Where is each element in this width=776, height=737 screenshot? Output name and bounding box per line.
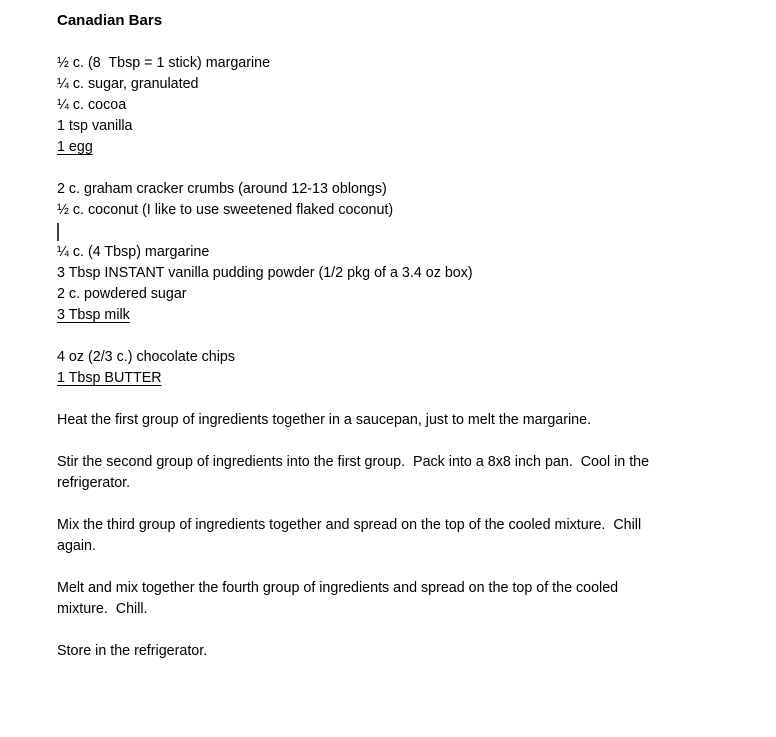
text-line[interactable]: [57, 179, 736, 200]
line-text: ½ c. (8 Tbsp = 1 stick) margarine: [57, 55, 271, 71]
line-text: 2 c. graham cracker crumbs (around 12-13 oblongs): [57, 181, 387, 197]
document-title[interactable]: [57, 10, 736, 32]
text-line[interactable]: [57, 137, 736, 158]
text-line[interactable]: [57, 116, 736, 137]
line-text: Heat the first group of ingredients together in a saucepan, just to melt the margarine.: [57, 412, 592, 428]
blank-line[interactable]: [57, 221, 736, 242]
blank-line[interactable]: [57, 326, 736, 347]
underlined-line-text: 1 Tbsp BUTTER: [57, 370, 162, 386]
line-text: ¼ c. cocoa: [57, 97, 127, 113]
text-line[interactable]: [57, 515, 736, 536]
text-line[interactable]: [57, 536, 736, 557]
text-line[interactable]: [57, 473, 736, 494]
line-text: ¼ c. (4 Tbsp) margarine: [57, 244, 210, 260]
text-line[interactable]: [57, 305, 736, 326]
text-line[interactable]: [57, 410, 736, 431]
line-text: 2 c. powdered sugar: [57, 286, 187, 302]
text-line[interactable]: [57, 53, 736, 74]
text-line[interactable]: [57, 242, 736, 263]
text-line[interactable]: [57, 368, 736, 389]
line-text: 4 oz (2/3 c.) chocolate chips: [57, 349, 236, 365]
line-text: again.: [57, 538, 96, 554]
line-text: Canadian Bars: [57, 12, 163, 29]
text-line[interactable]: [57, 452, 736, 473]
blank-line[interactable]: [57, 389, 736, 410]
line-text: Mix the third group of ingredients together and spread on the top of the cooled mixture. Chill: [57, 517, 642, 533]
text-line[interactable]: [57, 284, 736, 305]
blank-line[interactable]: [57, 557, 736, 578]
line-text: 3 Tbsp INSTANT vanilla pudding powder (1/2 pkg of a 3.4 oz box): [57, 265, 473, 281]
blank-line[interactable]: [57, 32, 736, 53]
text-line[interactable]: [57, 74, 736, 95]
line-text: 1 tsp vanilla: [57, 118, 133, 134]
text-line[interactable]: [57, 578, 736, 599]
underlined-line-text: 3 Tbsp milk: [57, 307, 130, 323]
blank-line[interactable]: [57, 431, 736, 452]
line-text: Stir the second group of ingredients into the first group. Pack into a 8x8 inch pan. Cool in the: [57, 454, 650, 470]
blank-line[interactable]: [57, 494, 736, 515]
text-line[interactable]: [57, 641, 736, 662]
text-line[interactable]: [57, 263, 736, 284]
line-text: refrigerator.: [57, 475, 131, 491]
blank-line[interactable]: [57, 620, 736, 641]
line-text: Store in the refrigerator.: [57, 643, 208, 659]
text-cursor: [57, 223, 59, 241]
line-text: Melt and mix together the fourth group of ingredients and spread on the top of the cooled: [57, 580, 619, 596]
line-text: mixture. Chill.: [57, 601, 148, 617]
blank-line[interactable]: [57, 158, 736, 179]
line-text: ½ c. coconut (I like to use sweetened flaked coconut): [57, 202, 394, 218]
text-line[interactable]: [57, 200, 736, 221]
text-line[interactable]: [57, 347, 736, 368]
underlined-line-text: 1 egg: [57, 139, 93, 155]
text-line[interactable]: [57, 599, 736, 620]
line-text: ¼ c. sugar, granulated: [57, 76, 199, 92]
text-line[interactable]: [57, 95, 736, 116]
